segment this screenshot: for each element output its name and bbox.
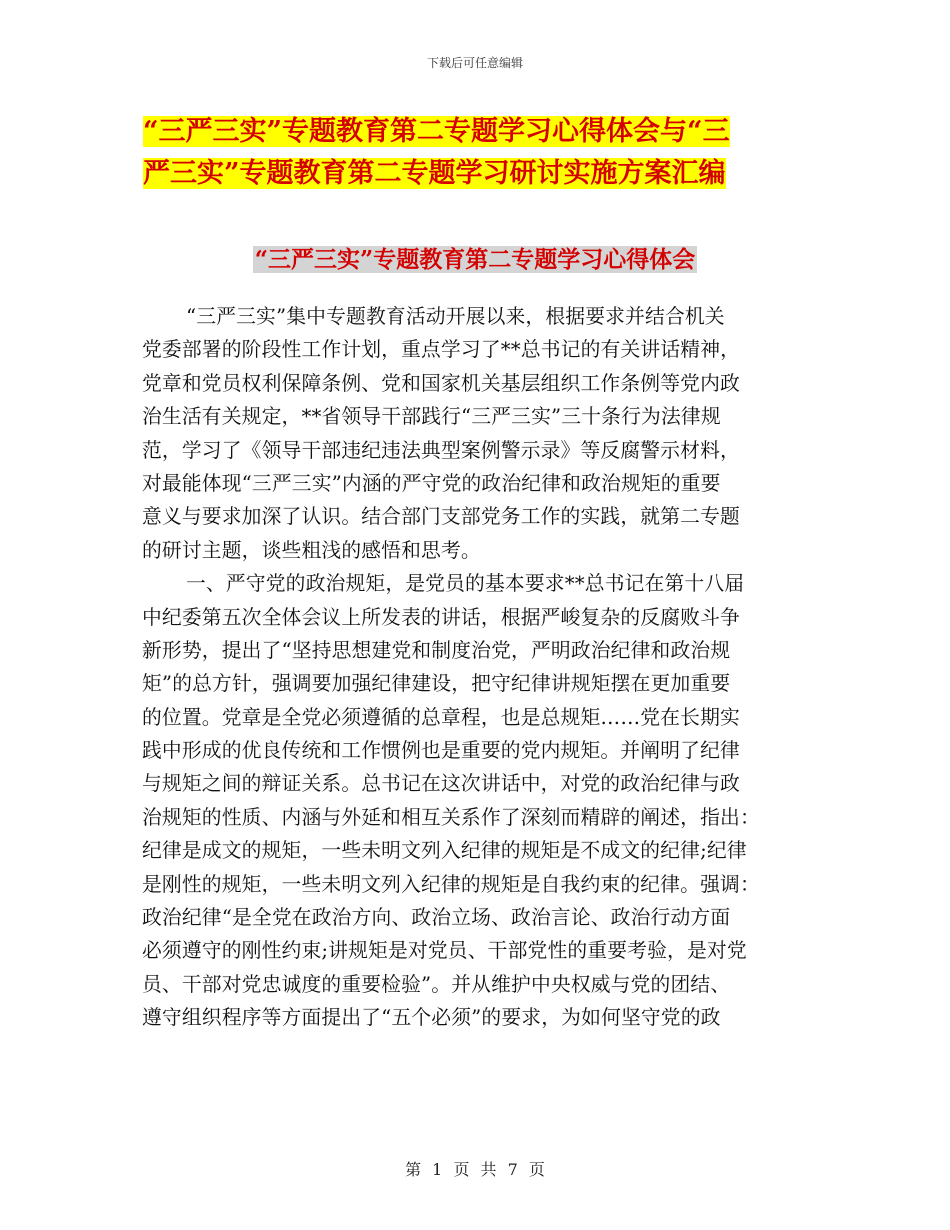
paragraph-line: 员、干部对党忠诚度的重要检验”。并从维护中央权威与党的团结、 — [142, 972, 731, 996]
paragraph-line: 矩”的总方针，强调要加强纪律建设，把守纪律讲规矩摆在更加重要 — [142, 672, 731, 696]
document-title-line-2: 严三实”专题教育第二专题学习研讨实施方案汇编 — [143, 158, 726, 189]
paragraph-line: 对最能体现“三严三实”内涵的严守党的政治纪律和政治规矩的重要 — [142, 471, 721, 495]
paragraph-line: 新形势，提出了“坚持思想建党和制度治党，严明政治纪律和政治规 — [142, 638, 731, 662]
header-note: 下载后可任意编辑 — [426, 56, 523, 70]
paragraph-line: 党章和党员权利保障条例、党和国家机关基层组织工作条例等党内政 — [142, 371, 740, 395]
paragraph-line: 与规矩之间的辩证关系。总书记在这次讲话中，对党的政治纪律与政 — [142, 772, 740, 796]
paragraph-line: 一、严守党的政治规矩，是党员的基本要求**总书记在第十八届 — [186, 572, 745, 596]
document-title-line-1: “三严三实”专题教育第二专题学习心得体会与“三 — [143, 116, 730, 147]
page-footer: 第 1 页 共 7 页 — [405, 1160, 545, 1179]
paragraph-line: 的位置。党章是全党必须遵循的总章程，也是总规矩……党在长期实 — [142, 705, 740, 729]
body-text — [142, 300, 807, 1035]
paragraph-line: 纪律是成文的规矩，一些未明文列入纪律的规矩是不成文的纪律;纪律 — [142, 839, 747, 863]
paragraph-line: 必须遵守的刚性约束;讲规矩是对党员、干部党性的重要考验，是对党 — [142, 939, 747, 963]
paragraph-line: 政治纪律“是全党在政治方向、政治立场、政治言论、政治行动方面 — [142, 906, 731, 930]
paragraph-line: 遵守组织程序等方面提出了“五个必须”的要求，为如何坚守党的政 — [142, 1006, 721, 1030]
paragraph-line: “三严三实”集中专题教育活动开展以来，根据要求并结合机关 — [186, 305, 725, 328]
paragraph-line: 践中形成的优良传统和工作惯例也是重要的党内规矩。并阐明了纪律 — [142, 739, 740, 763]
paragraph-line: 意义与要求加深了认识。结合部门支部党务工作的实践，就第二专题 — [142, 505, 740, 529]
section-subtitle: “三严三实”专题教育第二专题学习心得体会 — [254, 246, 696, 273]
paragraph-line: 治规矩的性质、内涵与外延和相互关系作了深刻而精辟的阐述，指出： — [142, 805, 760, 829]
paragraph-line: 范，学习了《领导干部违纪违法典型案例警示录》等反腐警示材料， — [142, 438, 740, 462]
paragraph-line: 党委部署的阶段性工作计划，重点学习了**总书记的有关讲话精神， — [142, 338, 741, 362]
paragraph-line: 是刚性的规矩，一些未明文列入纪律的规矩是自我约束的纪律。强调： — [142, 872, 760, 896]
paragraph-line: 中纪委第五次全体会议上所发表的讲话，根据严峻复杂的反腐败斗争 — [142, 605, 740, 629]
paragraph-line: 治生活有关规定，**省领导干部践行“三严三实”三十条行为法律规 — [142, 405, 721, 429]
paragraph-line: 的研讨主题，谈些粗浅的感悟和思考。 — [142, 538, 481, 562]
